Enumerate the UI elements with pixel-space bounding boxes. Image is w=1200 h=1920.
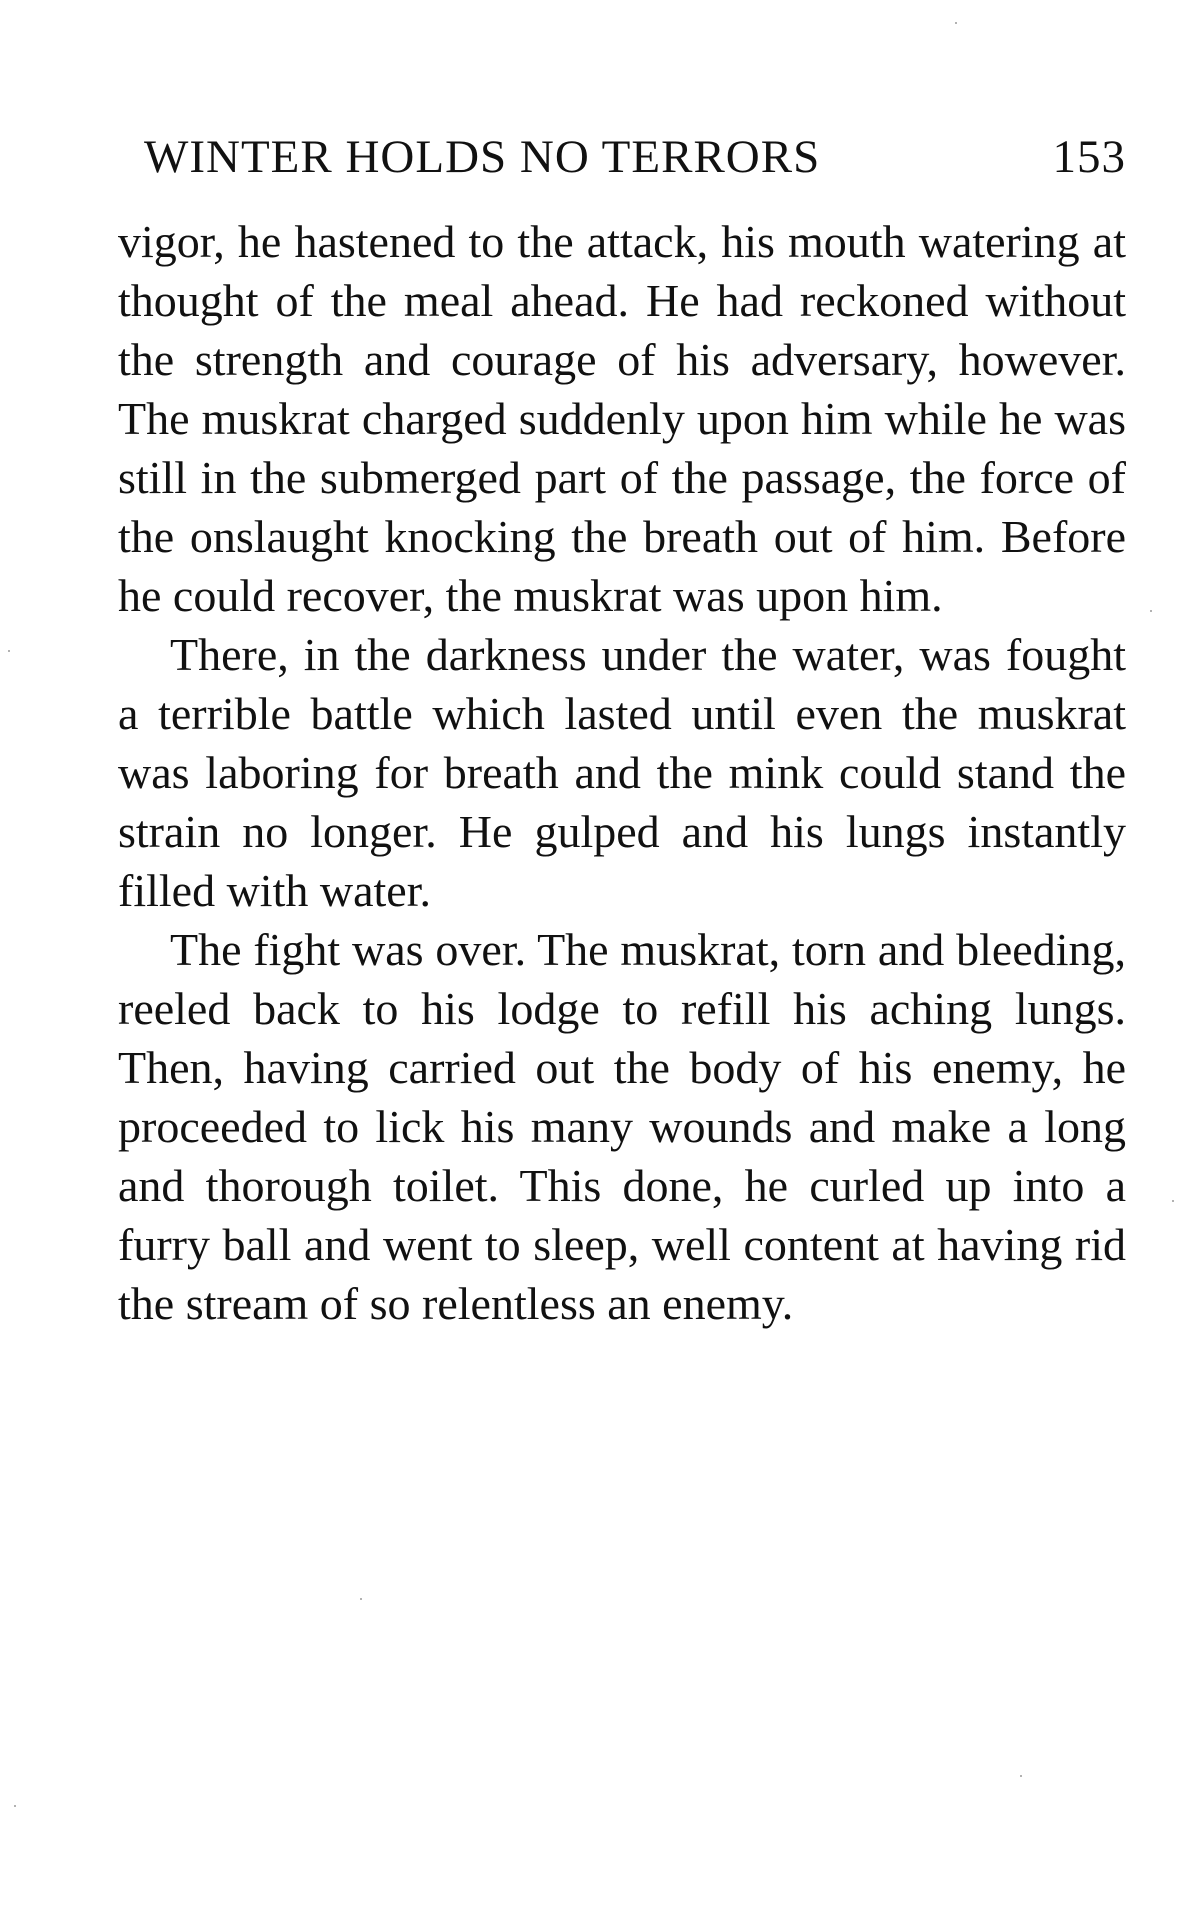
paragraph-1: vigor, he hastened to the attack, his mouth watering at thought of the meal ahead. He had reckoned without the strength and courage of his adversary, however. The muskrat charged suddenly upon him while he was still in the submerged part of the passage, the force of the onslaught knocking the breath out of him. Before he could recover, the muskrat was upon him.: [118, 216, 1126, 621]
scan-speck: [14, 1805, 16, 1807]
chapter-title: WINTER HOLDS NO TERRORS: [144, 131, 821, 183]
scan-speck: [1172, 1200, 1174, 1202]
scan-speck: [955, 22, 957, 24]
scan-speck: [8, 650, 10, 652]
paragraph-2: There, in the darkness under the water, was fought a terrible battle which lasted until even the muskrat was laboring for breath and the mink could stand the strain no longer. He gulped and his lungs instantly filled with water.: [118, 629, 1126, 916]
scan-speck: [1150, 610, 1152, 612]
paragraph-3: The fight was over. The muskrat, torn and bleeding, reeled back to his lodge to refill his aching lungs. Then, having carried out the body of his enemy, he proceeded to lick his many wounds and make a long and thorough toilet. This done, he curled up into a furry ball and went to sleep, well content at having rid the stream of so relentless an enemy.: [118, 924, 1126, 1329]
scan-speck: [1020, 1775, 1022, 1777]
page-number: 153: [1052, 131, 1126, 183]
running-head: [144, 130, 1126, 190]
body-text: [118, 212, 1126, 1333]
scan-speck: [360, 1598, 362, 1600]
